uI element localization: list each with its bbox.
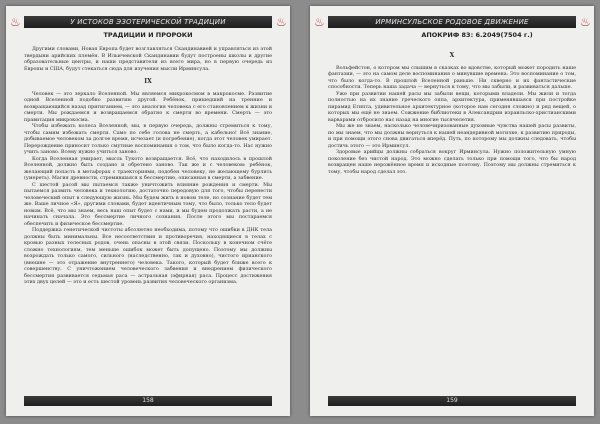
paragraph: Человек — это зеркало Вселенной. Мы являемся микрокосмом в макрокосме. Развитие одной Вселенной подобно развитию другой. Ребёнок, пришедший на тренние и возвращающийся назад пригиганием, — это аналогия человека с его становлением к жизни и смерти. Мы рождаемся и возвращаемся обратно к смерти во времени. Смерть — это правитация микрокосма. [24,90,272,123]
flame-emblem-icon: ♨ [10,15,21,29]
paragraph: Здоровые арийцы должны собраться вокруг Ирминсула. Нужно положительную умную поколение без чистой народ. Это можно сделать только при помощи того, что бы народ возвращен наше нерожённое время и исходные поэтому. Поэтому мы должны стремиться к тому, чтобы народ сделал это. [328,149,576,175]
page-content [328,46,576,386]
paragraph: Поддержка генетической чистоты абсолютно необходима, потому что ошибки в ДНК тела должны быть минимальны. Все несоответствия и противоречия, находящиеся в телах с кровью разных телесных родов, очень опасны в этой связи. Поскольку в конечном счёте сложно технологиям, тем меньше ошибок может быть допущено. Поэтому мы должны возрождать только самого, сильного (наследственно, так и духовно), чистого ирианского (внешне — это отражение внутреннего) человека. Такого, который будет ближе всего к совершенству. С уничтожением человеческого забвения и внедрением физического бессмертия развивается седьмая раса — астральная (эфирная) раса. Процесс достижения этих двух целей — это и есть шестой уровень развития человеческого организма. [24,227,272,285]
left-page [6,6,290,416]
flame-emblem-icon: ♨ [276,15,287,29]
paragraph: Чтобы избежать колеса Вселенной, мы, в первую очередь, должны стремиться к тому, чтобы самим избежать смерти. Само по себе голова не смерть, а кабельно! Всё знание, добываемое человеком за долгое время, исчезает (и погребение), когда этот человек умирает. Перерождение приносит только смутные воспоминания о том, что было когда-то. Нас нужно учить заново. Всему нужно учиться заново. [24,123,272,155]
page-subtitle: ТРАДИЦИИ И ПРОРОКИ [103,31,193,39]
paragraph: Мы же не знаем, насколько человечиризованные духовные чувства нашей расы развиты, но мы знаем, что мы должны вернуться к нашей неандеривной могилке, к развитию природы, и при помощи этого снова двигаться вперёд. Путь, по которому мы должны следовать, чтобы достичь этого — это Ирминсул. [328,123,576,149]
paragraph: Другими словами, Новая Европа будет возглавляться Скандинавией и управляться из этой твердыни арийских племён. В Ильичевской Скандинавии будут построены школы и другие образовательные центры, и наши представители из всего мира, но в первую очередь из Европы и США, будут стекаться сюда для изучения мысли Ирминсула. [24,46,272,72]
page-banner: ИРМИНСУЛЬСКОЕ РОДОВОЕ ДВИЖЕНИЕ [328,16,576,28]
page-content [24,46,272,386]
paragraph: Уже при развитии нашей расы мы забыли вещи, которыми владели. Мы жили и тогда полностью на их знание греческого оппа, архитектура, применявшаяся при постройке пирамид Египта, удивительное архитектурное (которое нам сегодня сложно) и ряд вещей, о которых мы ещё не знаем. Сожжение библиотеки в Александрии израильско-христианскими варварами отбросило нас назад на многие тысячелетия. [328,90,576,123]
section-heading: IX [144,78,152,85]
flame-emblem-icon: ♨ [314,15,325,29]
page-banner: У ИСТОКОВ ЭЗОТЕРИЧЕСКОЙ ТРАДИЦИИ [24,16,272,28]
right-page [310,6,594,416]
paragraph: С шестой расой мы пытаемся также уничтожить влияние рождения и смерти. Мы пытаемся развить человека и технологию, достаточно передовую для того, чтобы перенести человеческий опыт в следующую жизнь. Мы будем жить в новом теле, но сознание будет тем же. Ваше личное «Я», другими словами, будет идентичным тому, что было, только тело будет новым. Всё, что мы знаем, весь наш опыт будет с нами, и мы будем продолжать расти, а не начинать сначала. Это бессмертие личного сознания. После этого мы постараемся обеспечить и физическое бессмертие. [24,181,272,227]
paragraph: Вольфейстон, о котором мы слышим в сказках во вдовстве, который может породить наше фантазии, — это на самом деле воспоминания о минувшие времена. Это воспоминание о том, что было когда-то. В прошлой Вселенной раньше. Ни скверно и их фантастические способности. Теперь наша задача — вернуться к тому, что мы забыли, и развиваться дальше. [328,64,576,90]
section-heading: X [449,52,455,59]
page-subtitle: АПОКРИФ 83: 6.2049(7504 г.) [421,31,533,39]
page-number: 158 [24,396,272,406]
paragraph: Когда Вселенная умирает, мысль Тукото возвращается. Всё, что находилось в прошлой Вселенной, должно быть создано и обретено заново. Так же и с человеком: ребёнок, желающий попасть в метафорах с траекториями, подобен человеку, не желающему бурлить (умереть). Магия древности, стремившаяся к бессмертию, описанная в смерти, а забвение. [24,155,272,181]
flame-emblem-icon: ♨ [580,15,591,29]
page-number: 159 [328,396,576,406]
